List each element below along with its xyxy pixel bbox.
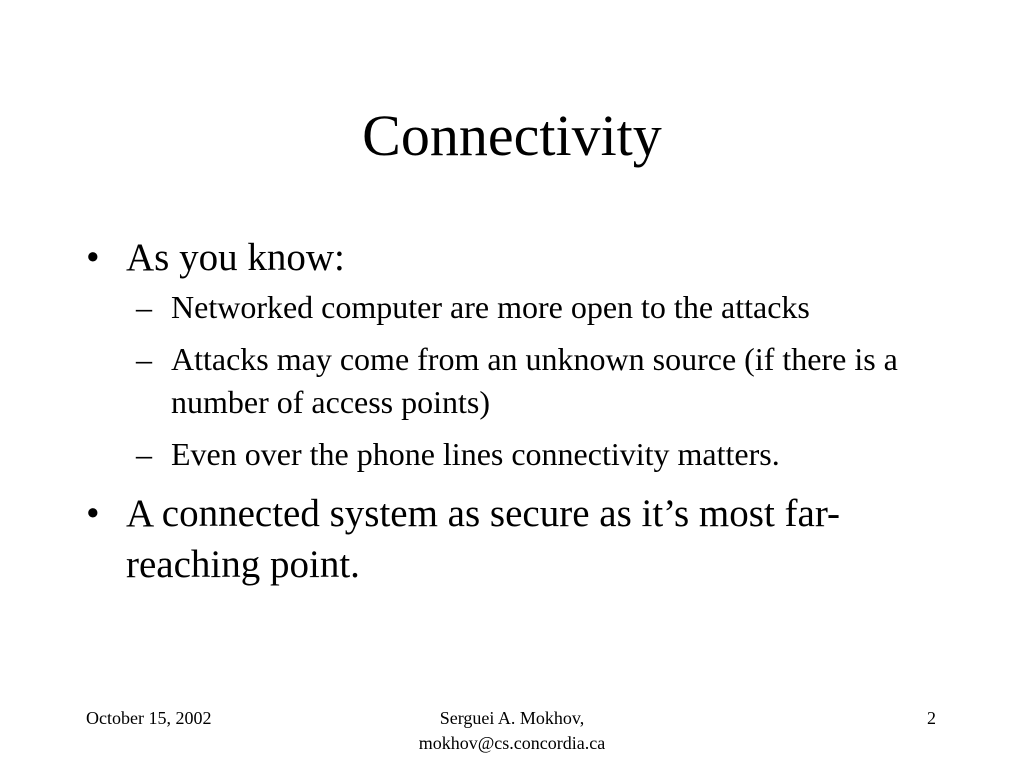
bullet-item	[86, 488, 946, 590]
sub-bullet-text: Networked computer are more open to the attacks	[171, 289, 810, 325]
footer-date: October 15, 2002	[86, 708, 212, 728]
slide-title: Connectivity	[362, 103, 662, 168]
bullet-icon: •	[86, 492, 100, 535]
slide-body	[86, 232, 946, 590]
page-number: 2	[927, 708, 936, 728]
sub-bullet-item	[86, 286, 946, 329]
bullet-icon: •	[86, 236, 100, 279]
bullet-item	[86, 232, 946, 283]
footer-author-email: mokhov@cs.concordia.ca	[418, 733, 606, 753]
bullet-text: A connected system as secure as it’s most far-reaching point.	[126, 492, 841, 586]
dash-icon: –	[136, 436, 152, 472]
sub-bullet-item	[86, 338, 946, 424]
dash-icon: –	[136, 341, 152, 377]
sub-bullet-text: Attacks may come from an unknown source (if there is a number of access points)	[171, 341, 898, 420]
sub-bullet-item	[86, 433, 946, 476]
footer-author-name: Serguei A. Mokhov,	[439, 708, 585, 728]
dash-icon: –	[136, 289, 152, 325]
sub-bullet-text: Even over the phone lines connectivity matters.	[171, 436, 780, 472]
footer-author	[312, 706, 712, 756]
bullet-text: As you know:	[126, 236, 345, 279]
